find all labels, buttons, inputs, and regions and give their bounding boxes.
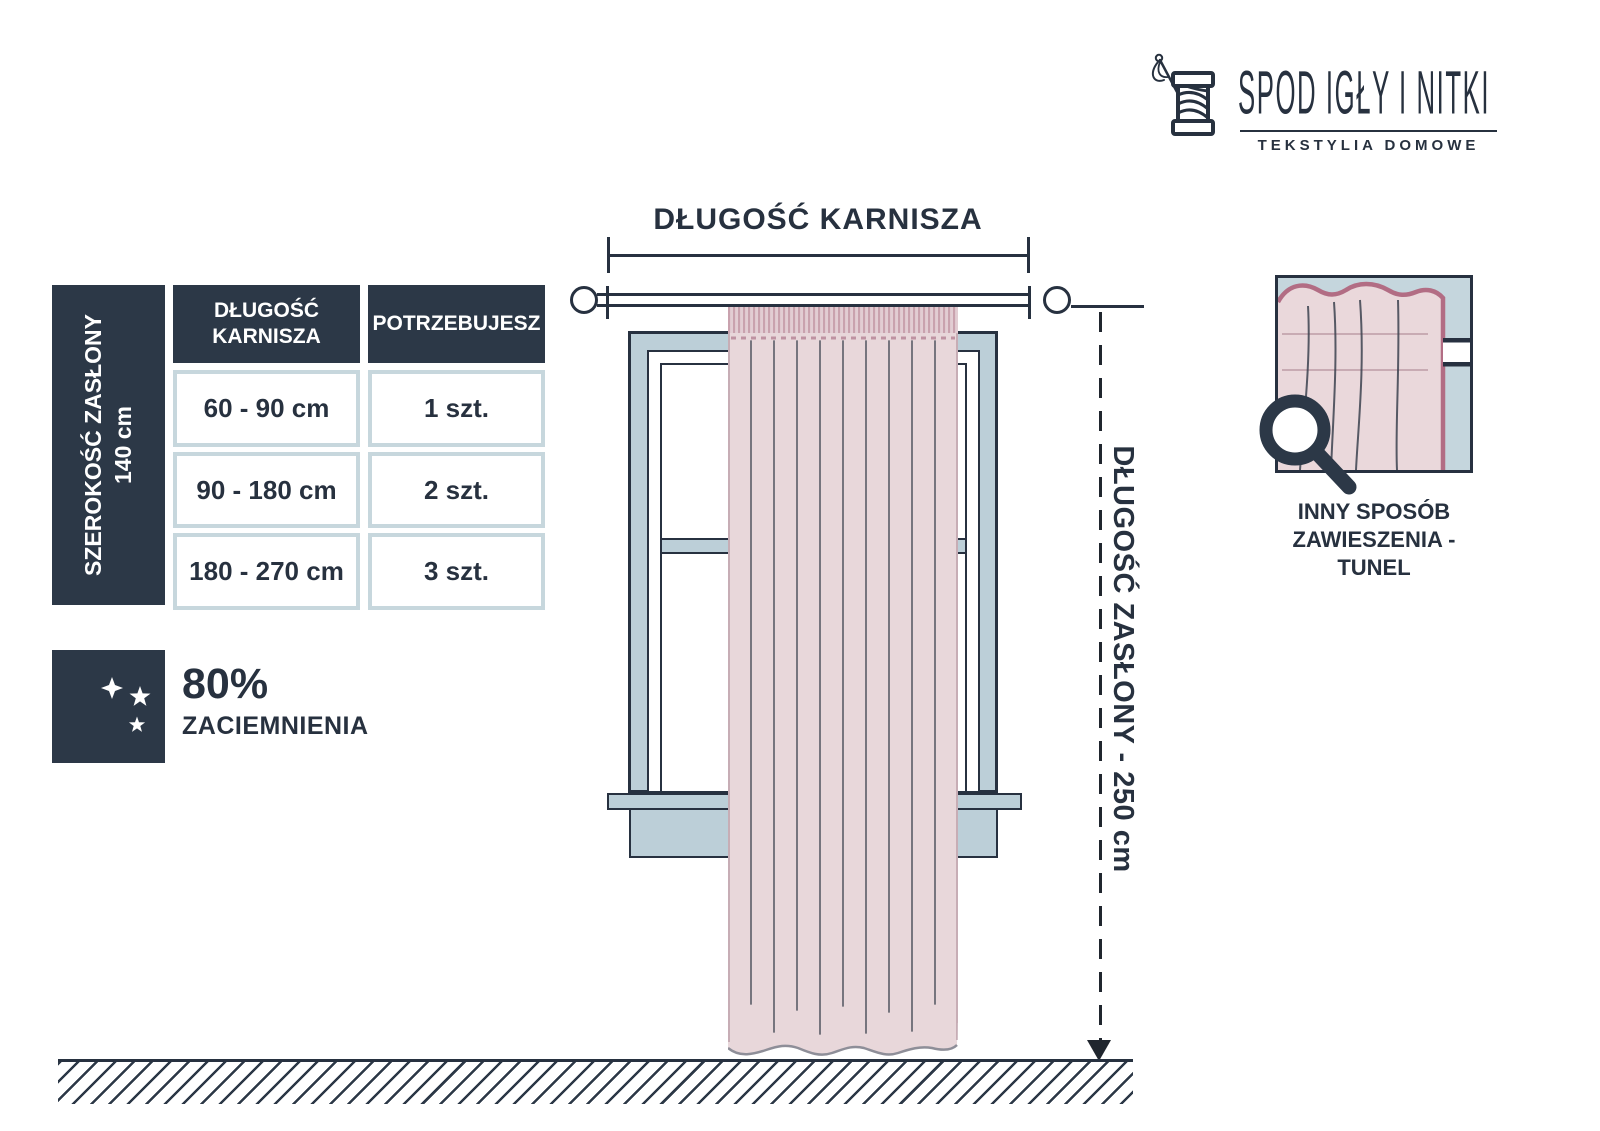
blackout-badge (52, 650, 165, 763)
brand-divider (1240, 130, 1497, 132)
curtain-tape-header (728, 307, 958, 333)
dimension-arrowhead (1087, 1040, 1111, 1061)
table-cell-range-3: 180 - 270 cm (173, 533, 360, 610)
blackout-percent: 80% (182, 660, 269, 708)
moon-stars-icon (52, 650, 165, 763)
rod-finial-right (1043, 286, 1071, 314)
rod-measure-tick-left (607, 237, 610, 273)
rod-extension-line (1071, 305, 1144, 308)
rod-finial-left (570, 286, 598, 314)
rod-measure-line (608, 254, 1029, 257)
table-cell-qty-1: 1 szt. (368, 370, 545, 447)
rod-bracket-right (1028, 286, 1031, 319)
table-side-header (52, 285, 165, 605)
tunnel-detail-label: INNY SPOSÓB ZAWIESZENIA - TUNEL (1292, 499, 1456, 580)
brand-name: SPOD IGŁY I NITKI (1238, 57, 1491, 127)
table-cell-qty-2: 2 szt. (368, 452, 545, 528)
rod-measure-tick-right (1027, 237, 1030, 273)
column-header-needed: POTRZEBUJESZ (368, 285, 545, 363)
table-cell-range-2: 90 - 180 cm (173, 452, 360, 528)
magnifier-icon (1252, 392, 1372, 512)
blackout-label: ZACIEMNIENIA (182, 712, 369, 740)
curtain-length-label: DŁUGOŚĆ ZASŁONY - 250 cm (1107, 445, 1139, 873)
curtain-width-label: SZEROKOŚĆ ZASŁONY 140 cm (79, 314, 136, 576)
column-header-rod-length: DŁUGOŚĆ KARNISZA (173, 285, 360, 363)
floor-hatching (58, 1062, 1133, 1104)
curtain-rod (597, 293, 1030, 296)
rod-length-title: DŁUGOŚĆ KARNISZA (653, 203, 983, 236)
thread-spool-icon (1146, 50, 1226, 148)
table-cell-qty-3: 3 szt. (368, 533, 545, 610)
rod-bracket-left (606, 286, 609, 319)
curtain-illustration (728, 304, 958, 1064)
table-cell-range-1: 60 - 90 cm (173, 370, 360, 447)
curtain-rod-lower (597, 304, 1030, 307)
brand-tagline: TEKSTYLIA DOMOWE (1257, 137, 1480, 154)
curtain-length-dimension-line (1099, 312, 1102, 1040)
